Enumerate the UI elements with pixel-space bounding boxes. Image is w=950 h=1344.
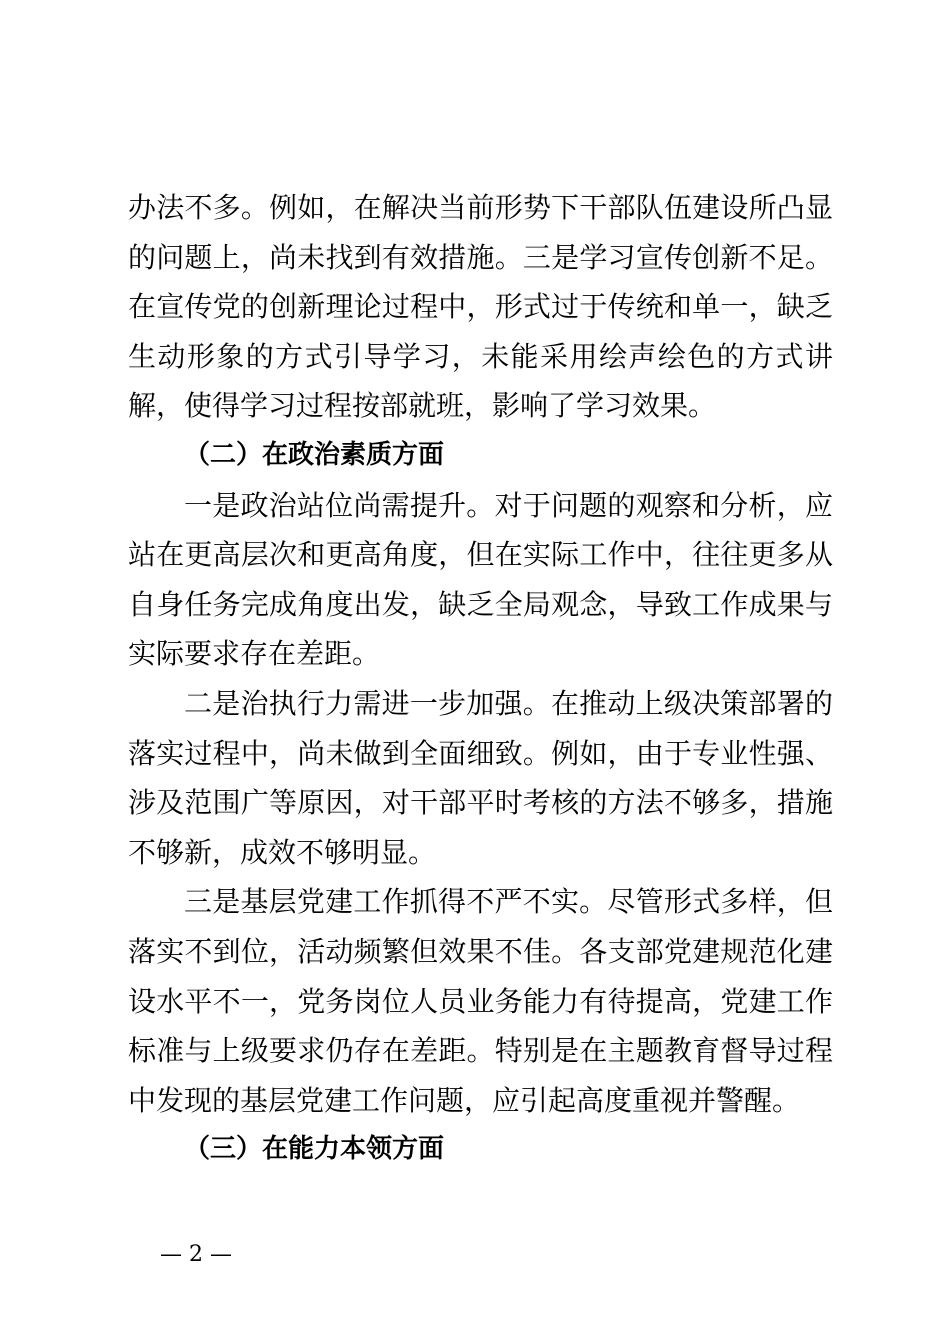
paragraph-party-building: 三是基层党建工作抓得不严不实。尽管形式多样，但落实不到位，活动频繁但效果不佳。各支部党建规范化建设水平不一，党务岗位人员业务能力有待提高，党建工作标准与上级要求仍存在差距。特别是在主题教育督导过程中发现的基层党建工作问题，应引起高度重视并警醒。 bbox=[128, 885, 833, 1117]
section-heading-political-quality: （二）在政治素质方面 bbox=[184, 439, 445, 470]
paragraph-execution: 二是治执行力需进一步加强。在推动上级决策部署的落实过程中，尚未做到全面细致。例如，由于专业性强、涉及范围广等原因，对干部平时考核的方法不够多，措施不够新，成效不够明显。 bbox=[128, 686, 833, 869]
page-number: — 2 — bbox=[160, 1242, 232, 1267]
paragraph-political-stance: 一是政治站位尚需提升。对于问题的观察和分析，应站在更高层次和更高角度，但在实际工作中，往往更多从自身任务完成角度出发，缺乏全局观念，导致工作成果与实际要求存在差距。 bbox=[128, 488, 833, 671]
section-heading-ability: （三）在能力本领方面 bbox=[184, 1134, 445, 1165]
document-body bbox=[128, 183, 833, 1175]
paragraph-continuation: 办法不多。例如，在解决当前形势下干部队伍建设所凸显的问题上，尚未找到有效措施。三是学习宣传创新不足。在宣传党的创新理论过程中，形式过于传统和单一，缺乏生动形象的方式引导学习，未能采用绘声绘色的方式讲解，使得学习过程按部就班，影响了学习效果。 bbox=[128, 191, 833, 423]
